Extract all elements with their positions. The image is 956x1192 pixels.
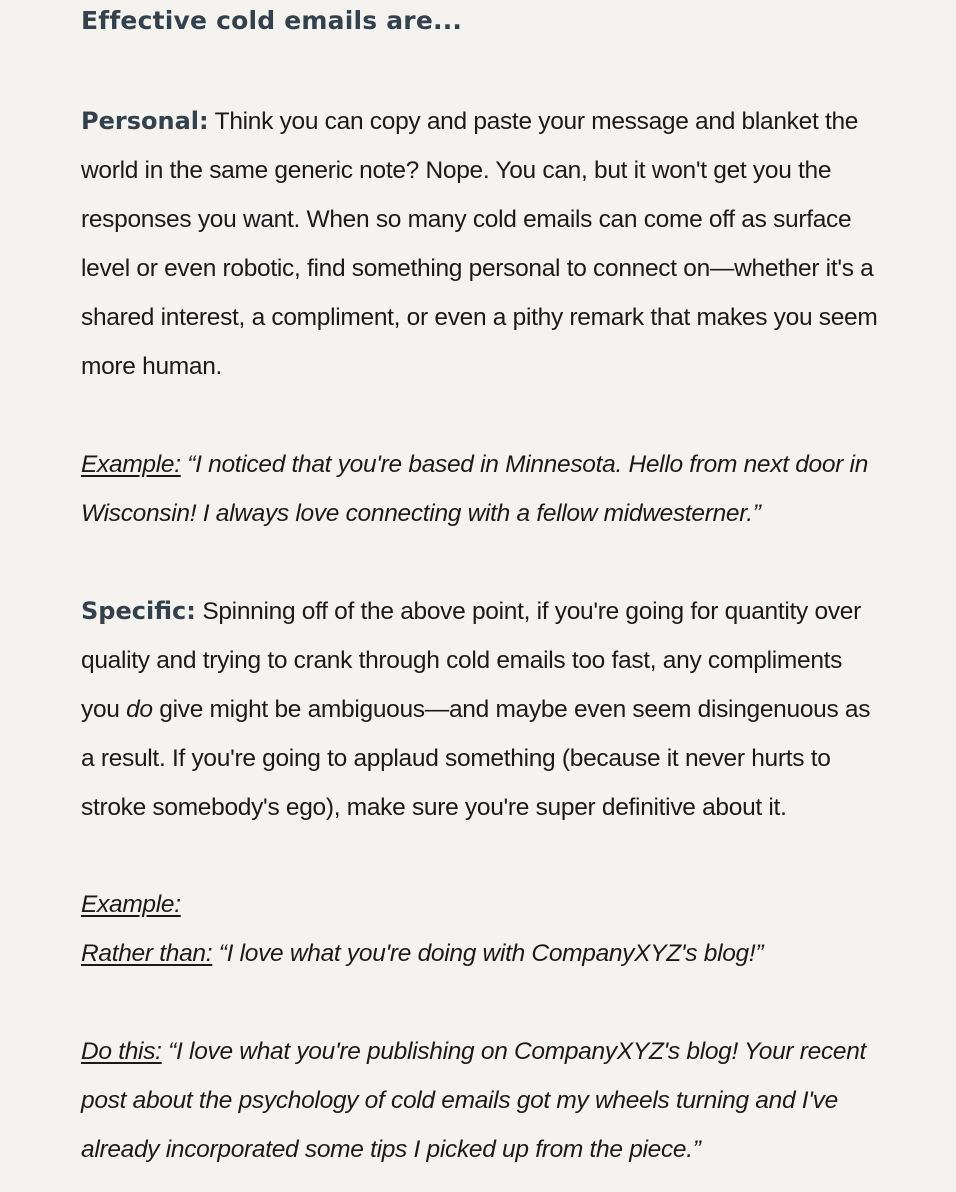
personal-text: Think you can copy and paste your message and blanket the world in the same generic note? Nope. You can, but it won't get you the responses you want. When so many cold emails can come off as surface level or even robotic, find something personal to connect on—whether it's a shared interest, a compliment, or even a pithy remark that makes you seem more human. — [81, 108, 878, 380]
specific-example — [81, 880, 881, 978]
do-this-text: “I love what you're publishing on CompanyXYZ's blog! Your recent post about the psychology of cold emails got my wheels turning and I've already incorporated some tips I picked up from the piece.” — [81, 1038, 867, 1163]
specific-text-italic: do — [126, 696, 153, 723]
specific-text-after: give might be ambiguous—and maybe even seem disingenuous as a result. If you're going to applaud something (because it never hurts to stroke somebody's ego), make sure you're super definitive about it. — [81, 696, 871, 821]
specific-text-before: Spinning off of the above point, if you're going for quantity over quality and trying to crank through cold emails too fast, any compliments you — [81, 598, 861, 723]
do-this-label: Do this: — [81, 1038, 162, 1065]
example-label: Example: — [81, 891, 181, 918]
specific-term: Specific: — [81, 597, 196, 625]
personal-example — [81, 440, 881, 538]
example-label: Example: — [81, 451, 181, 478]
specific-paragraph — [81, 587, 881, 832]
personal-term: Personal: — [81, 107, 209, 135]
rather-than-label: Rather than: — [81, 940, 213, 967]
section-heading: Effective cold emails are... — [81, 6, 463, 35]
personal-paragraph — [81, 97, 881, 391]
do-this-example — [81, 1027, 881, 1174]
personal-example-text: “I noticed that you're based in Minnesota. Hello from next door in Wisconsin! I always love connecting with a fellow midwesterner.” — [81, 451, 869, 527]
rather-than-text: “I love what you're doing with CompanyXYZ's blog!” — [212, 940, 764, 967]
